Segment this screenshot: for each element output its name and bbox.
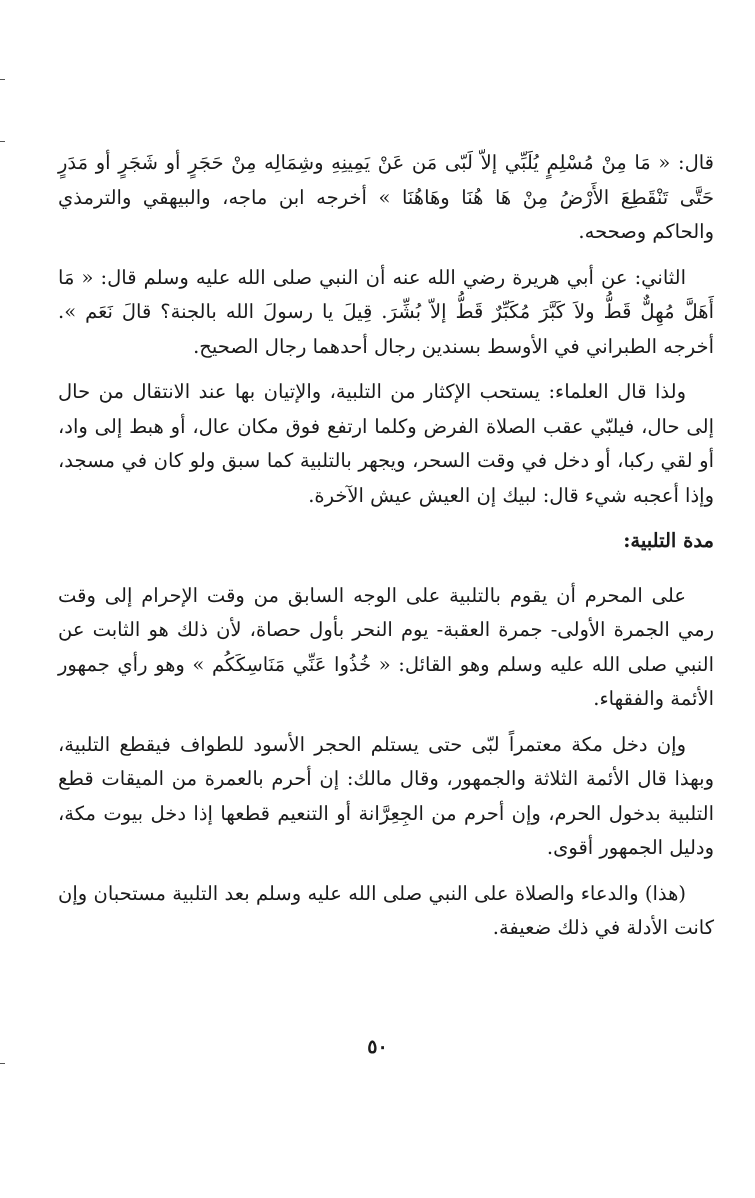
paragraph-talbiya-duration: على المحرم أن يقوم بالتلبية على الوجه السابق من وقت الإحرام إلى وقت رمي الجمرة الأولى- جمرة العقبة- يوم النحر بأول حصاة، لأن ذلك هو الثابت عن النبي صلى الله عليه وسلم وهو القائل: « خُذُوا عَنِّي مَنَاسِكَكُم » وهو رأي جمهور الأئمة والفقهاء. — [58, 583, 714, 710]
paragraph-hadith-talbiya-response: قال: « مَا مِنْ مُسْلِمٍ يُلَبِّي إلاّ لَبّى مَن عَنْ يَمِينِهِ وشِمَالِه مِنْ حَجَرٍ أو شَجَرٍ أو مَدَرٍ حَتَّى تَنْقَطِعَ الأَرْضُ مِنْ هَا هُنَا وهَاهُنَا » أخرجه ابن ماجه، والبيهقي والترمذي والحاكم وصححه. — [58, 151, 714, 243]
section-heading: مدة التلبية: — [623, 529, 714, 552]
page-number: ٥٠ — [367, 1036, 388, 1058]
paragraph-umrah-talbiya: وإن دخل مكة معتمراً لبّى حتى يستلم الحجر الأسود للطواف فيقطع التلبية، وبهذا قال الأئمة الثلاثة والجمهور، وقال مالك: إن أحرم بالعمرة من الميقات قطع التلبية بدخول الحرم، وإن أحرم من الجِعِرَّانة أو التنعيم قطعها إذا دخل بيوت مكة، ودليل الجمهور أقوى. — [58, 732, 714, 859]
paragraph-scholars-recommendation: ولذا قال العلماء: يستحب الإكثار من التلبية، والإتيان بها عند الانتقال من حال إلى حال، فيلبّي عقب الصلاة الفرض وكلما ارتفع فوق مكان عال، أو هبط إلى واد، أو لقي ركبا، أو دخل في وقت السحر، ويجهر بالتلبية كما سبق ولو كان في مسجد، وإذا أعجبه شيء قال: لبيك إن العيش عيش الآخرة. — [58, 380, 714, 507]
page-body — [58, 146, 714, 957]
paragraph-second-hadith: الثاني: عن أبي هريرة رضي الله عنه أن النبي صلى الله عليه وسلم قال: « مَا أَهَلَّ مُهِلٌّ قَطُّ ولاَ كَبَّرَ مُكَبِّرٌ قَطُّ إلاّ بُشِّرَ. قِيلَ يا رسولَ الله بالجنة؟ قالَ نَعَم ». أخرجه الطبراني في الأوسط بسندين رجال أحدهما رجال الصحيح. — [58, 265, 714, 358]
scan-edge-mark — [0, 1063, 5, 1064]
scan-edge-mark — [0, 141, 5, 142]
paragraph-supplication-note: (هذا) والدعاء والصلاة على النبي صلى الله عليه وسلم بعد التلبية مستحبان وإن كانت الأدلة في ذلك ضعيفة. — [58, 881, 714, 939]
scan-edge-mark — [0, 79, 5, 80]
